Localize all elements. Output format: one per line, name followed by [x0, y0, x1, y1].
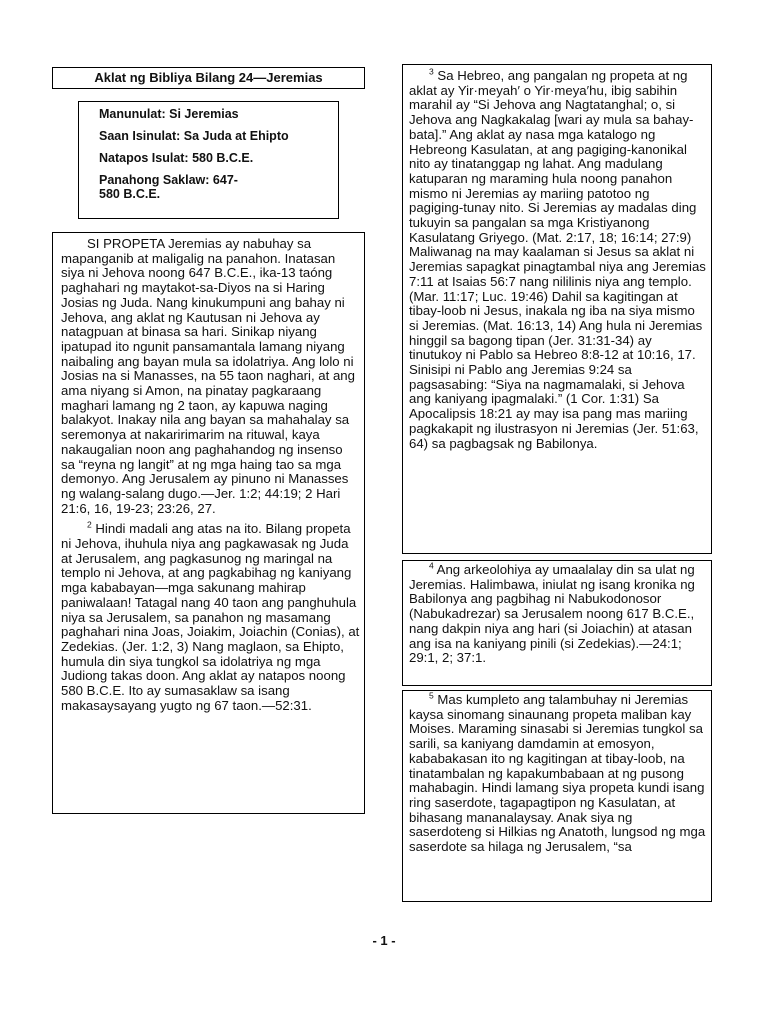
left-column	[52, 232, 365, 814]
paragraph-5	[409, 690, 707, 855]
page-title: Aklat ng Bibliya Bilang 24—Jeremias	[52, 67, 365, 89]
paragraph-number: 5	[429, 690, 434, 701]
paragraph-1: SI PROPETA Jeremias ay nabuhay sa mapanganib at maligalig na panahon. Inatasan siya ni Jehova noong 647 B.C.E., ika-13 taóng paghahari ng maytakot-sa-Diyos na si Haring Josias ng Juda. Nang kinukumpuni ang bahay ni Jehova, ang aklat ng Kautusan ni Jehova ay natagpuan at binasa sa hari. Sinikap niyang ipatupad ito ngunit pansamantala lamang niyang naibaling ang bayan mula sa idolatriya. Ang lolo ni Josias na si Manasses, na 55 taon naghari, at ang ama niyang si Amon, na pinatay pagkaraang maghari lamang ng 2 taon, ay kapuwa naging balakyot. Inakay nila ang bayan sa mahahalay sa seremonya at nakaririmarim na rituwal, kaya nakaugalian noon ang paghahandog ng insenso sa “reyna ng langit” at ng mga haing tao sa mga demonyo. Ang Jerusalem ay pinuno ni Manasses ng walang-salang dugo.—Jer. 1:2; 44:19; 2 Hari 21:6, 16, 19-23; 23:26, 27.	[61, 236, 355, 516]
info-place-written: Saan Isinulat: Sa Juda at Ehipto	[99, 129, 289, 143]
book-info-box	[78, 101, 339, 219]
paragraph-text: Sa Hebreo, ang pangalan ng propeta at ng aklat ay Yir·meyah′ o Yir·meya′hu, ibig sabihin marahil ay “Si Jehova ang Nagtatanghal; o, si Jehova ang Nagkakalag [wari ay mula sa bahay-bata].” Ang aklat ay nasa mga katalogo ng Hebreong Kasulatan, at ang pagiging-kanonikal nito ay tinatanggap ng lahat. Ang madulang katuparan ng maraming hula noong panahon mismo ni Jeremias ay mariing patotoo ng pagiging-tunay nito. Si Jeremias ay madalas ding tukuyin sa pangalan sa mga Kristiyanong Kasulatang Griyego. (Mat. 2:17, 18; 16:14; 27:9) Maliwanag na may kaalaman si Jesus sa aklat ni Jeremias sapagkat pinagtambal niya ang Jeremias 7:11 at Isaias 56:7 nang nililinis niya ang templo. (Mar. 11:17; Luc. 19:46) Dahil sa kagitingan at tibay-loob ni Jesus, inakala ng iba na siya mismo si Jeremias. (Mat. 16:13, 14) Ang hula ni Jeremias hinggil sa bagong tipan (Jer. 31:31-34) ay tinutukoy ni Pablo sa Hebreo 8:8-12 at 10:16, 17. Sinisipi ni Pablo ang Jeremias 9:24 sa pagsasabing: “Siya na nagmamalaki, si Jehova ang kaniyang ipagmalaki.” (1 Cor. 1:31) Sa Apocalipsis 18:21 ay may isa pang mas mariing pagkakapit ng ilustrasyon ni Jeremias (Jer. 51:63, 64) sa pagbagsak ng Babilonya.	[409, 68, 706, 451]
info-writer: Manunulat: Si Jeremias	[99, 107, 239, 121]
paragraph-number: 4	[429, 560, 434, 571]
info-time-covered: Panahong Saklaw: 647- 580 B.C.E.	[99, 173, 238, 201]
paragraph-text: Mas kumpleto ang talambuhay ni Jeremias kaysa sinomang sinaunang propeta maliban kay Moises. Maraming sinasabi si Jeremias tungkol sa sarili, sa kaniyang damdamin at emosyon, kababakasan ito ng kagitingan at tibay-loob, na tinatambalan ng kapakumbabaan at ng pusong mahabagin. Hindi lamang siya propeta kundi isang ring saserdote, tagapagtipon ng Kasulatan, at bihasang mananalaysay. Anak siya ng saserdoteng si Hilkias ng Anatoth, lungsod ng mga saserdote sa hilaga ng Jerusalem, “sa	[409, 692, 706, 855]
paragraph-4	[409, 560, 707, 666]
paragraph-3	[409, 66, 707, 451]
right-column-block-3	[402, 690, 712, 902]
page-number: - 1 -	[372, 933, 396, 948]
paragraph-text: Hindi madali ang atas na ito. Bilang propeta ni Jehova, ihuhula niya ang pagkawasak ng Juda at Jerusalem, ang pagkasunog ng maringal na templo ni Jehova, at ang pagkabihag ng kaniyang mga kababayan—mga sakunang mahirap paniwalaan! Tatagal nang 40 taon ang panghuhula niya sa Jerusalem, sa panahon ng masamang paghahari nina Joas, Joiakim, Joiachin (Conias), at Zedekias. (Jer. 1:2, 3) Nang maglaon, sa Ehipto, humula din siya tungkol sa idolatriya ng mga Judiong takas doon. Ang aklat ay natapos noong 580 B.C.E. Ito ay sumasaklaw sa isang makasaysayang yugto ng 67 taon.—52:31.	[61, 521, 360, 713]
paragraph-2	[61, 519, 360, 713]
paragraph-text: Ang arkeolohiya ay umaalalay din sa ulat ng Jeremias. Halimbawa, iniulat ng isang kronika ng Babilonya ang pagbihag ni Nabukodonosor (Nabukadrezar) sa Jerusalem noong 617 B.C.E., nang dakpin niya ang hari (si Joiachin) at atasan ang isa na kaniyang pinili (si Zedekias).—24:1; 29:1, 2; 37:1.	[409, 562, 695, 666]
paragraph-number: 3	[429, 66, 434, 77]
right-column-block-1	[402, 64, 712, 554]
info-completed: Natapos Isulat: 580 B.C.E.	[99, 151, 254, 165]
paragraph-number: 2	[87, 519, 92, 530]
right-column-block-2	[402, 560, 712, 686]
